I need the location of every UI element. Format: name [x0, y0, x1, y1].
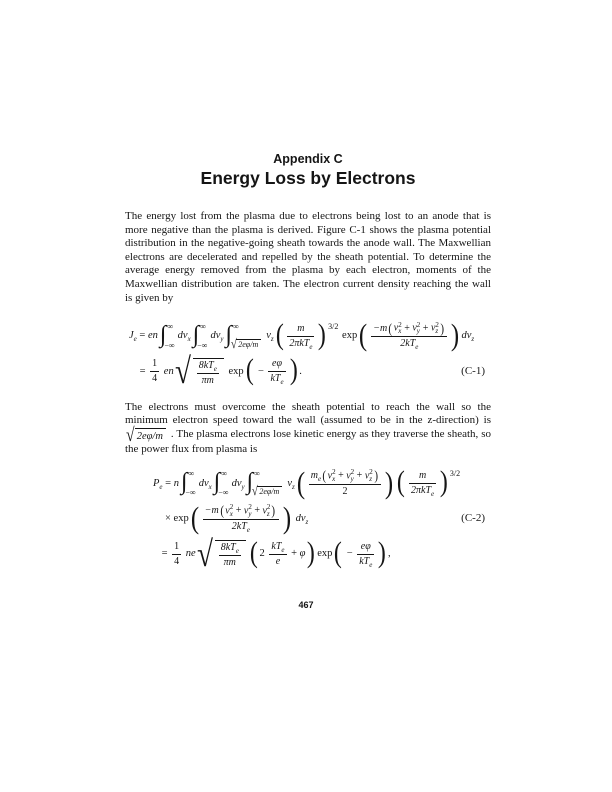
msub: e [318, 475, 322, 484]
msub: e [415, 343, 419, 352]
mpc [327, 470, 374, 482]
mpar: ( [190, 500, 199, 535]
msub: e [431, 490, 435, 499]
mit: v 2 y [412, 320, 421, 336]
equation-c1-line2 [125, 351, 491, 392]
mpar: ( [275, 318, 284, 351]
mparen [333, 536, 387, 569]
mlo [186, 489, 196, 497]
equation-c2-label: (C-2) [461, 512, 485, 525]
mfrac [409, 470, 436, 499]
mrm: + [233, 505, 244, 517]
mrm: + [288, 548, 300, 560]
mpc [284, 323, 317, 349]
mit: 2πkT$_e$ [411, 485, 435, 499]
mrad: √ [174, 351, 191, 392]
mrm: 2 [342, 485, 348, 497]
mnum [270, 358, 284, 370]
mradc [135, 428, 166, 443]
mss-sup: 2 [229, 503, 234, 512]
mss-sub: y [350, 474, 354, 483]
equation-c2-line2 [125, 500, 491, 535]
mpar: ) [378, 536, 387, 569]
mit: $P_e$ [153, 477, 163, 491]
mparen [275, 318, 339, 351]
mrad: √ [126, 424, 135, 446]
mrm: + [354, 470, 365, 482]
mpc [200, 505, 282, 532]
mrm: 2 [259, 548, 268, 560]
msub: e [133, 335, 137, 344]
mpar: ) [318, 318, 327, 351]
mparen [296, 465, 395, 500]
msqrt [174, 351, 224, 392]
mit: $J_e$ [129, 330, 137, 344]
mit: m [418, 470, 427, 482]
msqrt [196, 533, 246, 574]
mrm: − [255, 365, 267, 377]
mss-sup: 2 [332, 468, 336, 477]
mrad: √ [252, 483, 258, 499]
mlims [187, 470, 197, 496]
equation-c2-line3 [125, 533, 491, 574]
mpc [393, 322, 440, 334]
mparen [388, 322, 444, 334]
mit: $dv_x$ [198, 477, 212, 491]
mit: v 2 y [243, 503, 252, 518]
mden [268, 372, 285, 387]
mit: −m [204, 505, 219, 517]
mden [409, 484, 436, 499]
mss-sup: 2 [435, 320, 439, 329]
mrm: exp [225, 365, 244, 377]
mnum [203, 505, 279, 518]
msub: z [270, 335, 274, 344]
mfrac [268, 358, 285, 387]
mfrac [309, 470, 381, 497]
equation-c2-line1-math [153, 465, 461, 500]
mint [181, 470, 198, 496]
mrm: + [420, 322, 431, 334]
equation-c2-line1 [125, 465, 491, 500]
mpar: ( [220, 503, 224, 519]
mnum [150, 358, 159, 370]
mfrac [269, 541, 286, 567]
mss-sub: y [416, 327, 420, 336]
mlims [231, 323, 264, 349]
mss-sup: 2 [369, 468, 373, 477]
mparen [358, 318, 460, 353]
mit: $8kT_e$ [198, 359, 217, 373]
paragraph-sheath-pre: The electrons must overcome the sheath potential to reach the wall so the minimum electron speed toward the wall (assumed to be in the z-direction) is [125, 400, 491, 427]
mrm: ∞ [254, 469, 260, 479]
mden [200, 374, 216, 386]
mnum [309, 470, 381, 483]
mpar: ) [374, 468, 378, 484]
mpc [406, 470, 439, 499]
mss-sup: 2 [350, 468, 355, 477]
mint [226, 323, 266, 349]
mss-sub: y [248, 509, 252, 518]
min-speed-inline-math [125, 424, 168, 446]
mfrac [371, 320, 447, 352]
mpc [254, 358, 288, 387]
mss-sup: 2 [398, 320, 402, 329]
mpar: ) [440, 466, 448, 499]
mpar: ( [322, 468, 327, 484]
mss-sub: z [369, 474, 372, 483]
mpar: ( [388, 320, 393, 336]
mpar: ) [440, 320, 444, 336]
mrm: −∞ [164, 340, 175, 350]
mgsup: 3/2 [449, 469, 461, 479]
mit: $8kT_e$ [220, 541, 239, 555]
mit: ne [183, 548, 196, 560]
mit: $v_z$ [266, 330, 274, 344]
mrm: 4 [174, 555, 180, 567]
mden [398, 337, 420, 352]
mup [200, 323, 210, 331]
mrm: + [335, 470, 347, 482]
mlims [198, 323, 208, 349]
msqrt [126, 424, 166, 446]
mden [222, 556, 238, 568]
mnum [359, 541, 373, 553]
mfrac [287, 323, 314, 349]
mden [172, 555, 181, 567]
mit: n [173, 477, 179, 489]
mss-sup: 2 [416, 320, 421, 329]
mrm: exp [339, 330, 358, 342]
mss-sub: x [332, 474, 336, 483]
mrm: = [159, 548, 171, 560]
mpc [368, 320, 450, 352]
mnum [269, 541, 286, 553]
mpar: ) [307, 536, 316, 569]
mintglyph: ∫ [180, 469, 188, 496]
mit: v 2 z [364, 468, 373, 483]
paragraph-sheath-post: . The plasma electrons lose kinetic energy as they traverse the sheath, so the power flux from plasma is [125, 427, 491, 455]
mit: $kT_e$ [359, 555, 373, 569]
mintglyph: ∫ [225, 321, 233, 348]
mint [246, 469, 287, 499]
mit: 2eφ/m [238, 339, 259, 349]
mint [160, 323, 177, 349]
mrm: 4 [152, 373, 158, 385]
mden [341, 485, 350, 497]
equation-c1-line2-math [137, 351, 302, 392]
mrad: √ [231, 335, 237, 351]
mnum [417, 470, 428, 482]
mintglyph: ∫ [159, 321, 167, 348]
equation-c2-line3-math [159, 533, 391, 574]
mit: φ [299, 548, 306, 560]
mit: eφ [272, 358, 283, 370]
mit: en [147, 330, 158, 342]
mit: $m_e$ [310, 470, 322, 484]
msub: z [291, 482, 295, 491]
mrm: + [401, 322, 413, 334]
msub: e [213, 364, 217, 373]
mrm: ∞ [188, 469, 195, 479]
mit: $dv_y$ [231, 477, 245, 491]
mlo [164, 342, 174, 350]
msqrt [231, 335, 261, 351]
mpar: ( [245, 354, 254, 387]
msub: e [246, 525, 250, 534]
msub: e [281, 545, 285, 554]
mpar: ( [397, 466, 406, 499]
msub: x [208, 482, 212, 491]
mit: $dv_z$ [292, 512, 309, 526]
msub: y [241, 482, 245, 491]
mit: $dv_y$ [210, 330, 224, 344]
mit: −m [373, 322, 388, 334]
mlo [251, 483, 284, 499]
equation-c2 [125, 465, 491, 574]
msub: e [235, 546, 239, 555]
mrm: × exp [165, 512, 189, 524]
msscol [369, 470, 373, 482]
mlo [230, 335, 263, 351]
mit: v 2 y [346, 468, 355, 483]
mparen [322, 470, 378, 482]
mpar: ) [289, 354, 298, 387]
mrm: − [344, 548, 356, 560]
mintglyph: ∫ [192, 321, 200, 348]
mit: 2eφ/m [136, 430, 163, 442]
mradc [193, 358, 224, 386]
mpar: ) [282, 500, 292, 535]
mradc [236, 339, 261, 349]
mrm: −∞ [197, 340, 208, 350]
mnum [219, 542, 241, 554]
mpar: ( [334, 536, 343, 569]
mss-sub: z [266, 509, 270, 518]
msub: y [220, 335, 224, 344]
mrm: = [162, 477, 174, 489]
mrm: ∞ [200, 321, 206, 331]
mint [214, 470, 231, 496]
equation-c2-line2-math [165, 500, 309, 535]
page-number: 467 [298, 600, 314, 610]
mrm: ∞ [167, 321, 174, 331]
equation-c1-line1 [125, 318, 491, 353]
mden [287, 337, 314, 349]
mintglyph: ∫ [246, 469, 254, 496]
mfrac [172, 541, 181, 567]
mparen [249, 536, 316, 569]
mup [221, 470, 231, 478]
mit: v 2 z [430, 320, 439, 336]
mnum [371, 322, 447, 335]
mlims [219, 470, 229, 496]
mrm: 1 [174, 540, 180, 552]
mint [193, 323, 210, 349]
mparen [396, 466, 461, 499]
mit: πm [201, 374, 214, 386]
mit: πm [223, 556, 236, 568]
mgsup: 3/2 [328, 321, 339, 331]
mpc [259, 541, 307, 567]
mit: $v_z$ [287, 477, 295, 491]
mit: $2kT_e$ [400, 338, 419, 352]
mparen [190, 500, 292, 535]
appendix-kicker: Appendix C [273, 152, 343, 166]
mrm: 1 [152, 358, 158, 370]
msub: e [309, 342, 313, 351]
mrm: −∞ [218, 488, 229, 498]
mrm: exp [317, 548, 333, 560]
msub: z [471, 335, 475, 344]
mit: $2kT_e$ [231, 520, 250, 534]
equation-c1-line1-math [129, 318, 475, 353]
mradc [215, 540, 246, 568]
mup [189, 470, 199, 478]
mparen [245, 354, 299, 387]
page-content [125, 152, 491, 574]
msub: z [305, 517, 309, 526]
mup [167, 323, 177, 331]
mpar: ( [249, 536, 258, 569]
mfrac [357, 541, 374, 567]
mit: m [297, 322, 305, 334]
mit: 2eφ/m [259, 487, 280, 497]
msub: x [187, 335, 191, 344]
mit: 2πkT$_e$ [289, 337, 313, 351]
mrm: ∞ [233, 321, 239, 331]
mpar: ) [451, 318, 460, 353]
mss-sup: 2 [266, 503, 271, 512]
mradc [257, 486, 282, 496]
mss-sup: 2 [248, 503, 252, 512]
mnum [197, 360, 219, 372]
mrm: . [299, 365, 302, 377]
mlo [197, 342, 207, 350]
page-title: Energy Loss by Electrons [200, 168, 416, 188]
mup [254, 470, 287, 478]
mit: $dv_x$ [177, 330, 191, 344]
mden [274, 555, 282, 567]
mit: eφ [360, 540, 371, 552]
mit: $dv_z$ [461, 330, 475, 344]
msub: e [280, 378, 284, 387]
mrm: −∞ [185, 488, 196, 498]
mpar: ) [385, 465, 394, 500]
mrm: + [251, 505, 263, 517]
mfrac [197, 360, 219, 386]
mintglyph: ∫ [213, 469, 221, 496]
mit: $kT_e$ [270, 373, 284, 387]
mit: v 2 x [225, 503, 234, 518]
mss-sub: x [398, 327, 402, 336]
mit: v 2 z [262, 503, 271, 518]
mss-sub: z [435, 327, 439, 336]
mpar: ) [271, 503, 276, 519]
mup [233, 323, 266, 331]
msub: e [369, 560, 373, 569]
mpc [224, 505, 271, 517]
mrm: , [388, 548, 391, 560]
mit: en [161, 365, 174, 377]
mden [230, 520, 252, 532]
mpc [306, 470, 384, 497]
mnum [295, 323, 306, 335]
mpc [343, 541, 377, 567]
mden [150, 372, 159, 384]
msscol [435, 322, 439, 334]
mpar: ( [359, 318, 368, 353]
msscol [267, 505, 271, 517]
equation-c1-label: (C-1) [461, 365, 485, 378]
mden [357, 555, 374, 567]
equation-c1 [125, 318, 491, 392]
mfrac [150, 358, 159, 384]
mit: v 2 x [393, 320, 402, 336]
mfrac [203, 505, 279, 532]
mrad: √ [196, 533, 213, 574]
mpar: ( [296, 465, 305, 500]
mit: e [275, 555, 281, 567]
paragraph-sheath [125, 401, 491, 457]
mrm: ∞ [221, 469, 228, 479]
mrm: = [137, 365, 149, 377]
mnum [172, 541, 181, 553]
mlims [252, 469, 285, 499]
mlims [165, 323, 175, 349]
mit: v 2 x [327, 468, 336, 483]
mrm: = [136, 330, 148, 342]
msub: e [159, 482, 163, 491]
mparen [220, 505, 276, 517]
paragraph-intro: The energy lost from the plasma due to electrons being lost to an anode that is more negative than the plasma is derived. Figure C-1 shows the plasma potential distribution in the negative-going sheath towards the anode wall. The Maxwellian electrons are decelerated and repelled by the sheath potential. To determine the average energy removed from the plasma by each electron, moments of the Maxwellian distribution are taken. The electron current density reaching the wall is given by [125, 210, 491, 304]
mlo [218, 489, 228, 497]
mit: $kT_e$ [271, 540, 285, 554]
mfrac [219, 542, 241, 568]
mss-sub: x [229, 509, 233, 518]
msqrt [252, 483, 282, 499]
